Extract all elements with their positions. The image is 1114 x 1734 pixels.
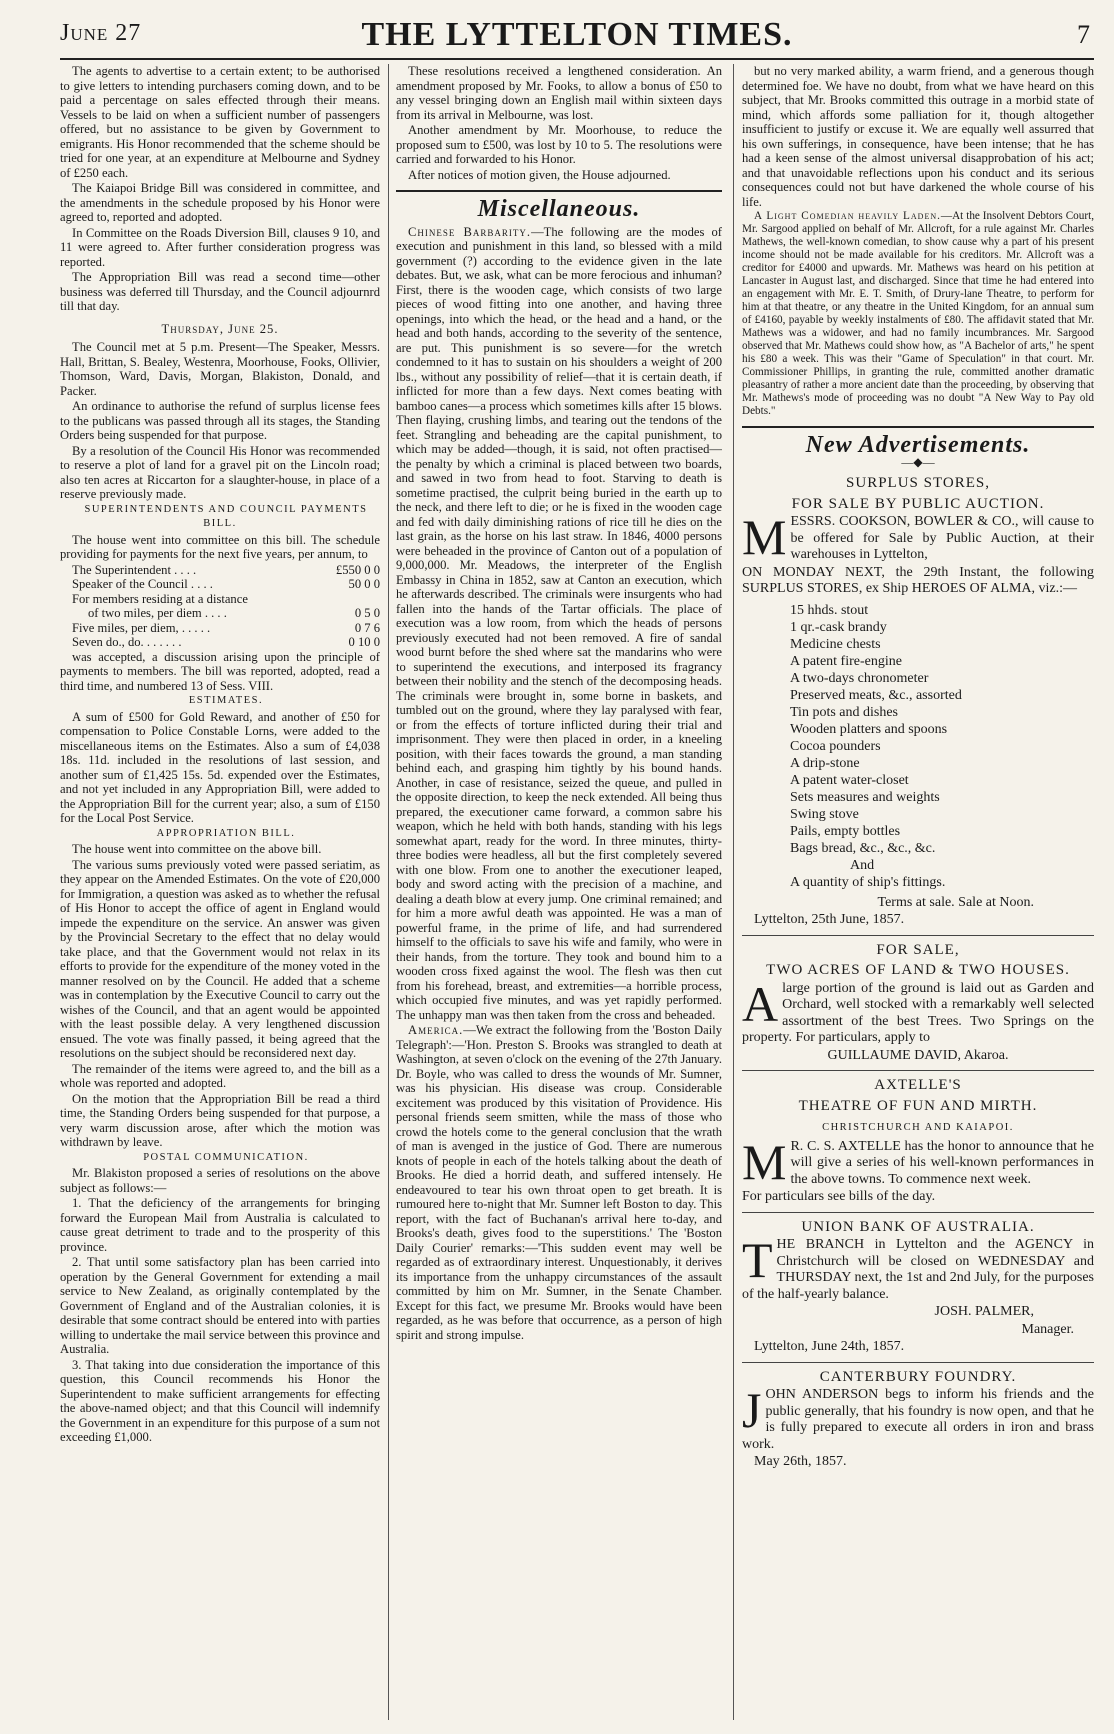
article-light-comedian: A Light Comedian heavily Laden.—At the Insolvent Debtors Court, Mr. Sargood applied on behalf of Mr. Allcroft, for a rule against Mr. Charles Mathews, the well-known comedian, to show cause why a part of his present income should not be made available for his creditors. Mr. Allcroft was a creditor for £4000 and upwards. Mr. Mathews was heard on his petition at Lancaster in August last, and discharged. Since that time he had entered into an engagement with Mr. E. T. Smith, of Drury-lane Theatre, to perform for him at that theatre, or any theatre in the United Kingdom, for an annual sum of £4160, payable by weekly instalments of £80. The affidavit stated that Mr. Mathews was a widower, and had no family incumbrances. Mr. Sargood observed that Mr. Mathews could show how, as "A Bachelor of arts," he spent his £80 a week. This was their "Game of Speculation" in that court. Mr. Commissioner Phillips, in granting the rule, committed another dramatic pleasantry of rather a more ancient date than the proceeding, by observing that Mr. Mathews's mode of proceeding was no doubt "A New Way to Pay old Debts.": [742, 210, 1094, 417]
ad-heading: AXTELLE'S: [874, 1077, 962, 1093]
ad-date: Lyttelton, June 24th, 1857.: [754, 1339, 905, 1354]
list-item: A patent water-closet: [790, 772, 909, 788]
issue-date: June 27: [60, 20, 142, 46]
list-item: A drip-stone: [790, 755, 860, 771]
paragraph: The various sums previously voted were passed seriatim, as they appear on the Amended Estimates. On the vote of £20,000 for Immigration, a question was asked as to whether the refusal of His Honor to accept the office of agent in England would impede the expenditure on the service. An answer was given by the Provincial Secretary to the effect that no delay would take place, and that the Government would not relax in its efforts to provide for the expenditure of the money voted in the manner resolved on by the Council. He added that a scheme was in contemplation by the Executive Council to carry out the wishes of the Council, and that an agent would be appointed with the least possible delay. A very lengthened discussion ensued. The vote was finally passed, it being agreed that the resolutions on the subject should be reconsidered next day.: [60, 857, 380, 1060]
list-item: 1 qr.-cask brandy: [790, 619, 887, 635]
paragraph: These resolutions received a lengthened consideration. An amendment proposed by Mr. Fooks, to allow a bonus of £50 to any vessel bringing down an English mail within sixteen days from its arrival in Melbourne, was lost.: [396, 64, 722, 122]
list-item: 15 hhds. stout: [790, 602, 869, 618]
paragraph: but no very marked ability, a warm friend, and a generous though determined foe. We have no doubt, from what we have heard on this subject, that Mr. Brooks committed this outrage in a morbid state of mind, which affords some palliation for it, though altogether insufficient to justify or excuse it. We are equally well assurred that his own sufferings, in consequence, have been intense; that he has had a keen sense of the almost universal disapprobation of his act; and that unavoidable reflections upon his conduct and its serious consequences could not but have darkened the whole course of his life.: [742, 64, 1094, 209]
payment-row: For members residing at a distance: [72, 591, 248, 606]
stores-list: [790, 602, 1094, 891]
subheading: POSTAL COMMUNICATION.: [143, 1151, 309, 1163]
ad-heading: FOR SALE,: [876, 941, 960, 958]
ad-body: Alarge portion of the ground is laid out as Garden and Orchard, well stocked with a remarkably well selected assortment of the best Trees. Two Springs on the property. For particulars, apply to: [742, 975, 1094, 1045]
ad-axtelle-theatre: [742, 1077, 1094, 1206]
date-heading: Thursday, June 25.: [161, 321, 279, 336]
payments-table: [60, 563, 380, 650]
drop-cap: M: [742, 509, 787, 565]
list-item: Bags bread, &c., &c., &c.: [790, 840, 936, 856]
ad-heading: FOR SALE BY PUBLIC AUCTION.: [791, 495, 1045, 512]
column-miscellaneous: [396, 64, 722, 1720]
paragraph: The agents to advertise to a certain extent; to be authorised to give letters to intending purchasers coming down, and to be paid a percentage on sales effected through their means. Vessels to be laid on when a sufficient number of passengers offered, but no assistance to be given by Government to emigrants. His Honor recommended that the scheme should be tried for one year, at an expenditure at Melbourne and Sydney of £250 each.: [60, 64, 380, 180]
ornament-icon: —◆—: [901, 454, 935, 469]
drop-cap: M: [742, 1133, 787, 1190]
paragraph: An ordinance to authorise the refund of surplus license fees to the publicans was passed through all its stages, the Standing Orders being suspended for that purpose.: [60, 399, 380, 442]
ad-heading: THEATRE OF FUN AND MIRTH.: [798, 1097, 1038, 1114]
list-item: A patent fire-engine: [790, 653, 902, 669]
ad-date: Lyttelton, 25th June, 1857.: [754, 912, 905, 927]
ad-body: THE BRANCH in Lyttelton and the AGENCY in Christchurch will be closed on WEDNESDAY and THURSDAY next, the 1st and 2nd July, for the purposes of the half-yearly balance.: [742, 1232, 1094, 1302]
paragraph: A sum of £500 for Gold Reward, and another of £50 for compensation to Police Constable Lorns, were added to the miscellaneous items on the Estimates. Also a sum of £4,038 18s. 11d. included in the resolutions of last session, and another sum of £1,425 15s. 5d. expended over the Estimates, and not yet included in any Appropriation Bill, were added to the Appropriation Bill for the current year; also, a sum of £150 for the Local Post Service.: [60, 709, 380, 825]
list-item: Sets measures and weights: [790, 789, 940, 805]
payment-row: The Superintendent . . . . £550 0 0: [72, 562, 380, 577]
column-advertisements: [742, 64, 1094, 1720]
paragraph: The house went into committee on the above bill.: [72, 842, 322, 856]
list-item: Wooden platters and spoons: [790, 721, 948, 737]
paragraph: 2. That until some satisfactory plan has been carried into operation by the General Government for extending a mail service to New Zealand, as originally contemplated by the Government of England and of the Australian colonies, it is desirable that some contract should be entered into with parties willing to undertake the mail service between this province and Australia.: [60, 1255, 380, 1356]
ad-heading: CANTERBURY FOUNDRY.: [819, 1368, 1017, 1385]
paragraph: 1. That the deficiency of the arrangements for bringing forward the European Mail from Australia is calculated to cause great detriment to trade and to the prosperity of this province.: [60, 1196, 380, 1254]
list-item: Preserved meats, &c., assorted: [790, 687, 962, 703]
ad-union-bank: [742, 1219, 1094, 1356]
column-council-proceedings: [60, 64, 380, 1720]
ad-signature: JOSH. PALMER,: [934, 1304, 1034, 1319]
list-item: Pails, empty bottles: [790, 823, 901, 839]
column-rule: [388, 64, 389, 1720]
ad-divider: [742, 1070, 1094, 1071]
paragraph: The house went into committee on this bill. The schedule providing for payments for the next five years, per annum, to: [60, 532, 380, 561]
article-lead: America.: [408, 1023, 464, 1037]
paragraph: Mr. Blakiston proposed a series of resolutions on the above subject as follows:—: [60, 1166, 380, 1195]
ad-heading: TWO ACRES OF LAND & TWO HOUSES.: [766, 962, 1070, 978]
paragraph: was accepted, a discussion arising upon the principle of payments to members. The bill was reported, adopted, read a third time, and numbered 13 of Sess. VIII.: [60, 649, 380, 693]
paragraph: On the motion that the Appropriation Bill be read a third time, the Standing Orders being suspended for that purpose, a very warm discussion arose, after which the motion was withdrawn by leave.: [60, 1091, 380, 1149]
paragraph: By a resolution of the Council His Honor was recommended to reserve a plot of land for a gravel pit on the Lincoln road; also ten acres at Riccarton for a slaughter-house, in place of a reserve previously made.: [60, 443, 380, 501]
ad-body: M R. C. S. AXTELLE has the honor to announce that he will give a series of his well-known performances in the above towns. To commence next week.: [742, 1133, 1094, 1190]
ad-body: JOHN ANDERSON begs to inform his friends and the public generally, that his foundry is now open, and that he is fully prepared to execute all orders in iron and brass work.: [742, 1382, 1094, 1452]
payment-row: Five miles, per diem, . . . . . 0 7 6: [72, 620, 380, 635]
ad-surplus-stores: [742, 475, 1094, 929]
subheading: SUPERINTENDENTS AND COUNCIL PAYMENTS BILL.: [84, 503, 368, 529]
ad-divider: [742, 1362, 1094, 1363]
paragraph: 3. That taking into due consideration the importance of this question, this Council recommends his Honor the Superintendent to make sufficient arrangements for effecting the above-named object; and that this Council will indemnify the Government in an expenditure for this purpose of a sum not exceeding £1,000.: [60, 1357, 380, 1444]
section-heading: New Advertisements.: [805, 432, 1031, 458]
paragraph: Another amendment by Mr. Moorhouse, to reduce the proposed sum to £500, was lost by 10 to 5. The resolutions were carried and forwarded to his Honor.: [396, 123, 722, 166]
subheading: ESTIMATES.: [188, 695, 264, 706]
payment-row: Speaker of the Council . . . . 50 0 0: [72, 577, 380, 591]
ad-body: ON MONDAY NEXT, the 29th Instant, the following SURPLUS STORES, ex Ship HEROES OF ALMA, viz.:—: [742, 564, 1094, 596]
section-divider: [396, 190, 722, 192]
ad-divider: [742, 935, 1094, 936]
ad-for-sale: [742, 942, 1094, 1065]
payment-row: of two miles, per diem . . . . 0 5 0: [88, 606, 380, 620]
list-item: Swing stove: [790, 806, 859, 822]
ad-terms: Terms at sale. Sale at Noon.: [877, 894, 1034, 910]
drop-cap: T: [742, 1232, 773, 1288]
section-divider: [742, 426, 1094, 428]
article-chinese-barbarity: Chinese Barbarity.—The following are the modes of execution and punishment in this land, so blessed with a mild government (?) according to the evidence given in the late debates. But, we ask, what can be more ferocious and inhuman? First, there is the wooden cage, which consists of two large pieces of wood fitting into one another, and having three openings, into which the head, or the head and a hand, or the head and both hands, according to the severity of the sentence, are put. This punishment is so severe—for the wretch condemned to it has to sustain on his shoulders a weight of 200 lbs., without any possibility of relief—that it is certain death, if inflicted for more than a few days. Next comes beating with bamboo canes—a process which sometimes kills after 15 blows. Then flaying, crushing limbs, and tearing out the tendons of the feet. Strangling and beheading are the capital punishment, to which may be added—though, it is said, not often practised—the penalty by which a criminal is placed between two boards, and sawed in two from head to foot. Starving to death is sometime practised, the culprit being buried in the earth up to the neck, and there left to die; or he is fixed in the wooden cage and fed with daily diminishing rations of rice till he dies on the last grain, as the horse on his last straw. In 1846, 4000 persons were beheaded in the province of Canton out of a population of 9,000,000. Mr. Meadows, the interpreter of the English Embassy in China in 1852, saw at Canton an execution, which he afterwards described. The criminals were insurgents who had fallen into the hands of the Tartar officials. The place of execution was a low room, from which the heads of persons previously executed had not been removed. A fire of sandal wood burnt before the shed where sat the mandarins who were to superintend the executions, and interposed its fragrancy between their nobility and the stench of the decomposing heads. The criminals were brought in, some borne in baskets, and tumbled out on the ground, where they lay paralysed with fear, or from the effects of torture inflicted during their trial and imprisonment. They were then placed in order, in a kneeling position, with their faces towards the ground, a man standing behind each, and grasping him tightly by his bound hands. Another, in case of resistance, seized the queue, and pulled in the opposite direction, to keep the neck extended. All being thus prepared, the executioner came forward, a common sabre his weapon, which he held with both hands, standing with his legs somewhat apart, ready for the word. In three minutes, thirty-three bodies were headless, all but the first completely severed with one blow. From one to another the executioner leaped, body and sword acting with the precision of a machine, and dealing a death blow at every jump. One criminal remained; and for him a more awful death was appointed. He was a man of powerful frame, in the prime of life, and had surrendered himself to the officials to save his wife and family, who were in their hands, from the torture. They took and bound him to a wooden cross fixed against the wool. The flesh was then cut from his forehead, breast, and extremities—a horrible process, which occupied five minutes, and was yet rapidly performed. The unhappy man was then taken from the cross and beheaded.: [396, 224, 722, 1022]
ad-divider: [742, 1212, 1094, 1213]
ad-body: For particulars see bills of the day.: [742, 1189, 936, 1204]
ad-signature: GUILLAUME DAVID, Akaroa.: [827, 1047, 1009, 1063]
list-item: Cocoa pounders: [790, 738, 881, 754]
ad-body: MESSRS. COOKSON, BOWLER & CO., will cause to be offered for Sale by Public Auction, at their warehouses in Lyttelton,: [742, 509, 1094, 565]
paragraph: The Appropriation Bill was read a second time—other business was deferred till Thursday, and the Council adjournrd till that day.: [60, 270, 380, 313]
list-item: And: [850, 857, 875, 873]
ad-date: May 26th, 1857.: [754, 1454, 847, 1469]
paragraph: The remainder of the items were agreed to, and the bill as a whole was reported and adopted.: [60, 1061, 380, 1090]
subheading: APPROPRIATION BILL.: [156, 827, 296, 839]
ad-subheading: CHRISTCHURCH AND KAIAPOI.: [822, 1122, 1014, 1133]
masthead: [60, 16, 1094, 60]
ad-heading: SURPLUS STORES,: [846, 475, 990, 491]
paragraph: After notices of motion given, the House adjourned.: [408, 167, 671, 182]
drop-cap: J: [742, 1382, 762, 1438]
list-item: A quantity of ship's fittings.: [790, 874, 946, 890]
ad-canterbury-foundry: [742, 1369, 1094, 1471]
page-number: 7: [1077, 20, 1090, 49]
paragraph: The Kaiapoi Bridge Bill was considered in committee, and the amendments in the schedule proposed by his Honor were agreed to, reported and adopted.: [60, 181, 380, 224]
ad-role: Manager.: [1021, 1321, 1074, 1337]
list-item: Tin pots and dishes: [790, 704, 899, 720]
column-rule: [733, 64, 734, 1720]
article-america: America.—We extract the following from the 'Boston Daily Telegraph':—'Hon. Preston S. Brooks was strangled to death at Washington, at seven o'clock on the evening of the 27th January. Dr. Boyle, who was called to dress the wounds of Mr. Sumner, was his physician. His disease was croup. Considerable excitement was produced by this visitation of Providence. His personal friends seem smitten, while the mass of those who crowd the hotels come to the general conclusion that the wrath of man is avenged in the justice of God. There are numerous knots of people in each of the hotels talking about the death of Brooks. He died a horrid death, and suffered intensely. He endeavoured to tear his own throat open to get breath. It is rumoured here to-night that Mr. Sumner left Boston to day. This report, with the fact of Buchanan's arrival here to-day, and Brooks's death, gives food to the superstitions.' The 'Boston Daily Courier' remarks:—'This sudden event may well be regarded as of extraordinary interest. Unquestionably, it derives its importance from the unhappy circumstances of the assault committed by him on Mr. Sumner, in the Senate Chamber. Except for this fact, we presume Mr. Brooks would have been regarded, as he was before that occurrence, as a person of high spirit and strong impulse.: [396, 1023, 722, 1342]
paragraph: In Committee on the Roads Diversion Bill, clauses 9 10, and 11 were agreed to. After further consideration progress was reported.: [60, 225, 380, 269]
paragraph: The Council met at 5 p.m. Present—The Speaker, Messrs. Hall, Brittan, S. Bealey, Westenra, Moorhouse, Fooks, Ollivier, Thomson, Ward, Davis, Morgan, Blakiston, Donald, and Packer.: [60, 340, 380, 398]
section-heading: Miscellaneous.: [477, 196, 641, 222]
drop-cap: A: [742, 975, 779, 1032]
list-item: Medicine chests: [790, 636, 881, 652]
ad-heading: UNION BANK OF AUSTRALIA.: [801, 1218, 1035, 1235]
newspaper-title: THE LYTTELTON TIMES.: [361, 16, 793, 53]
list-item: A two-days chronometer: [790, 670, 929, 686]
article-lead: Chinese Barbarity.: [408, 224, 532, 239]
payment-row: Seven do., do. . . . . . . 0 10 0: [72, 635, 380, 649]
article-lead: A Light Comedian heavily Laden.: [754, 210, 941, 222]
